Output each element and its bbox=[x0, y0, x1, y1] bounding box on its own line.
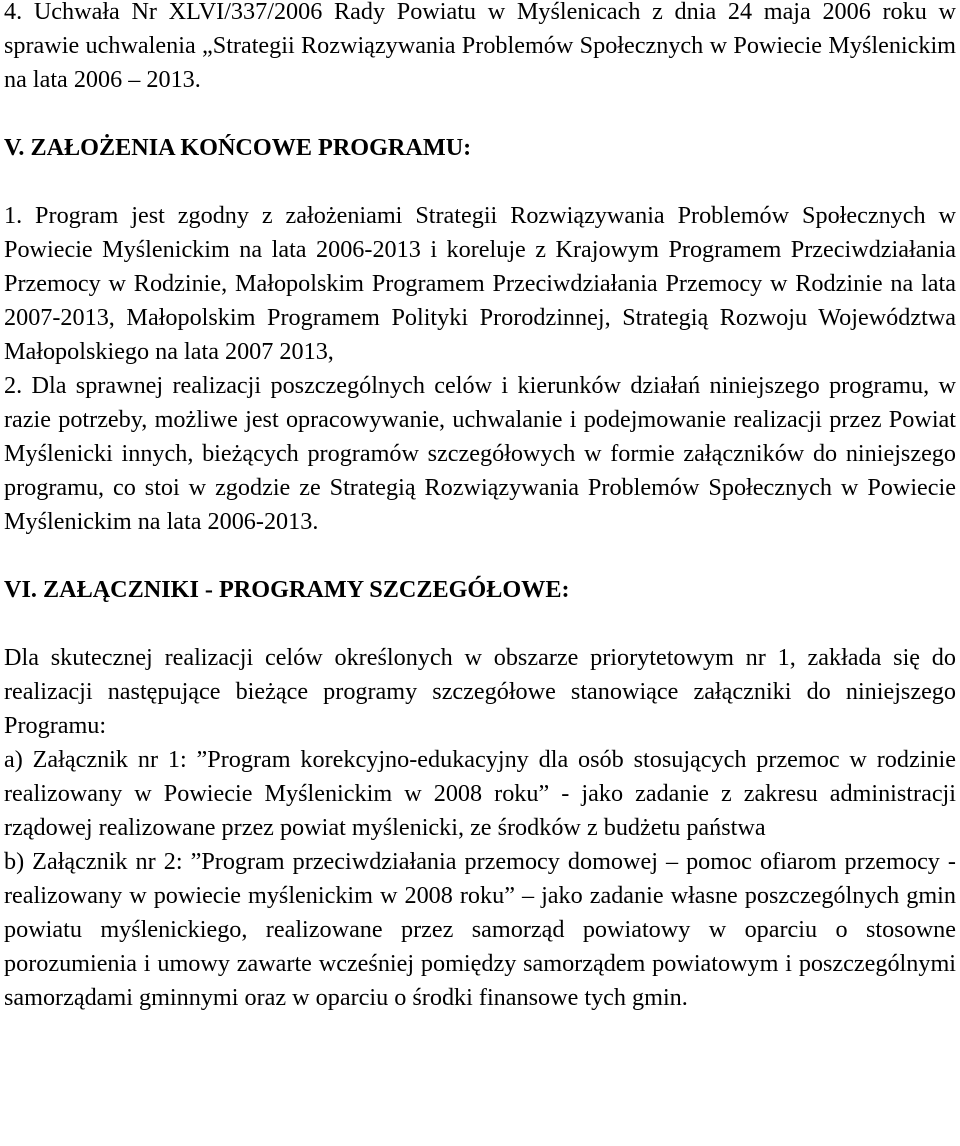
paragraph-vi-b: b) Załącznik nr 2: ”Program przeciwdziałania przemocy domowej – pomoc ofiarom przemocy - realizowany w powiecie myślenickim w 2008 roku” – jako zadanie własne poszczególnych gmin powiatu myślenickiego, realizowane przez samorząd powiatowy w oparciu o stosowne porozumienia i umowy zawarte wcześniej pomiędzy samorządem powiatowym i poszczególnymi samorządami gminnymi oraz w oparciu o środki finansowe tych gmin. bbox=[4, 848, 956, 1011]
paragraph-v-1: 1. Program jest zgodny z założeniami Strategii Rozwiązywania Problemów Społecznych w Powiecie Myślenickim na lata 2006-2013 i koreluje z Krajowym Programem Przeciwdziałania Przemocy w Rodzinie, Małopolskim Programem Przeciwdziałania Przemocy w Rodzinie na lata 2007-2013, Małopolskim Programem Polityki Prorodzinnej, Strategią Rozwoju Województwa Małopolskiego na lata 2007 2013, bbox=[4, 202, 956, 365]
section-heading-v: V. ZAŁOŻENIA KOŃCOWE PROGRAMU: bbox=[4, 134, 472, 161]
spacer bbox=[4, 539, 956, 573]
paragraph-v-2: 2. Dla sprawnej realizacji poszczególnych celów i kierunków działań niniejszego programu, w razie potrzeby, możliwe jest opracowywanie, uchwalanie i podejmowanie realizacji przez Powiat Myślenicki innych, bieżących programów szczegółowych w formie załączników do niniejszego programu, co stoi w zgodzie ze Strategią Rozwiązywania Problemów Społecznych w Powiecie Myślenickim na lata 2006-2013. bbox=[4, 372, 956, 535]
spacer bbox=[4, 165, 956, 199]
paragraph-vi-intro: Dla skutecznej realizacji celów określonych w obszarze priorytetowym nr 1, zakłada się do realizacji następujące bieżące programy szczegółowe stanowiące załączniki do niniejszego Programu: bbox=[4, 644, 956, 739]
section-heading-vi: VI. ZAŁĄCZNIKI - PROGRAMY SZCZEGÓŁOWE: bbox=[4, 576, 570, 603]
paragraph-vi-a: a) Załącznik nr 1: ”Program korekcyjno-edukacyjny dla osób stosujących przemoc w rodzinie realizowany w Powiecie Myślenickim w 2008 roku” - jako zadanie z zakresu administracji rządowej realizowane przez powiat myślenicki, ze środków z budżetu państwa bbox=[4, 746, 956, 841]
spacer bbox=[4, 607, 956, 641]
paragraph-item-4: 4. Uchwała Nr XLVI/337/2006 Rady Powiatu w Myślenicach z dnia 24 maja 2006 roku w sprawie uchwalenia „Strategii Rozwiązywania Problemów Społecznych w Powiecie Myślenickim na lata 2006 – 2013. bbox=[4, 0, 956, 93]
document-page bbox=[4, 0, 956, 1015]
spacer bbox=[4, 97, 956, 131]
